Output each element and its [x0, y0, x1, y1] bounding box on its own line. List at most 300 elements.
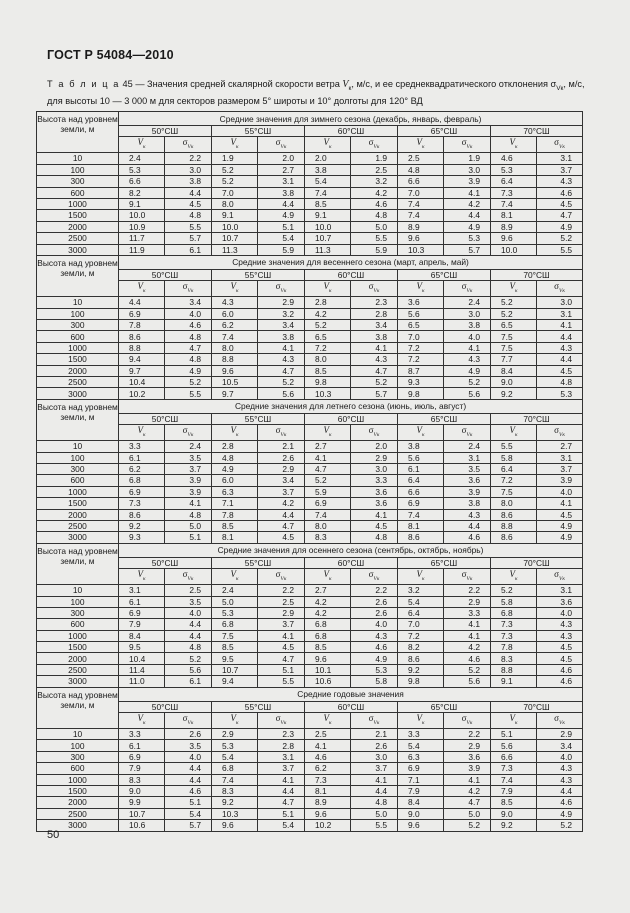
mean-speed-cell: 9.5	[212, 653, 258, 664]
std-dev-cell: 2.2	[258, 585, 305, 596]
std-dev-cell: 4.6	[351, 198, 398, 209]
std-dev-cell: 4.4	[537, 354, 583, 365]
mean-speed-cell: 9.0	[119, 785, 165, 796]
season-title: Средние значения для весеннего сезона (март, апрель, май)	[119, 255, 583, 269]
std-dev-cell: 4.4	[165, 774, 212, 785]
mean-speed-cell: 9.2	[491, 820, 537, 831]
mean-speed-cell: 8.3	[119, 774, 165, 785]
std-dev-cell: 5.9	[351, 244, 398, 255]
std-dev-cell: 5.2	[444, 820, 491, 831]
height-column-header: Высота над уровнем земли, м	[37, 543, 119, 584]
std-dev-cell: 2.9	[444, 740, 491, 751]
mean-speed-symbol	[119, 281, 165, 297]
mean-speed-cell: 4.6	[305, 751, 351, 762]
mean-speed-cell: 10.0	[212, 221, 258, 232]
std-dev-cell: 3.1	[537, 585, 583, 596]
mean-speed-cell: 5.2	[212, 176, 258, 187]
mean-speed-cell: 9.6	[305, 808, 351, 819]
symbol-header-row	[37, 713, 583, 729]
symbol-sigma: σ	[461, 425, 467, 436]
std-dev-cell: 4.8	[351, 797, 398, 808]
mean-speed-cell: 6.9	[119, 308, 165, 319]
std-dev-cell: 4.4	[165, 630, 212, 641]
std-dev-cell: 4.3	[444, 354, 491, 365]
table-row	[37, 365, 583, 376]
mean-speed-cell: 6.3	[212, 486, 258, 497]
mean-speed-symbol	[398, 281, 444, 297]
mean-speed-cell: 7.2	[398, 354, 444, 365]
mean-speed-cell: 5.2	[491, 297, 537, 308]
symbol-v: V	[509, 137, 515, 148]
symbol-sigma: σ	[461, 137, 467, 148]
std-dev-cell: 2.4	[165, 441, 212, 452]
table-row	[37, 498, 583, 509]
std-dev-cell: 4.3	[444, 509, 491, 520]
std-dev-symbol	[351, 425, 398, 441]
symbol-v-sub: к	[421, 144, 425, 151]
mean-speed-cell: 8.5	[305, 642, 351, 653]
symbol-v-sub: к	[514, 719, 518, 726]
symbol-v-sub: к	[142, 288, 146, 295]
mean-speed-cell: 5.1	[491, 729, 537, 740]
mean-speed-symbol	[491, 425, 537, 441]
height-column-header: Высота над уровнем земли, м	[37, 255, 119, 296]
season-title: Средние значения для летнего сезона (июнь, июль, август)	[119, 399, 583, 413]
symbol-v: V	[230, 713, 236, 724]
mean-speed-cell: 7.9	[119, 763, 165, 774]
std-dev-cell: 3.6	[537, 596, 583, 607]
symbol-sigma: σ	[275, 713, 281, 724]
std-dev-cell: 4.6	[444, 532, 491, 543]
symbol-v: V	[416, 569, 422, 580]
latitude-header: 65°СШ	[398, 557, 491, 568]
std-dev-cell: 4.1	[537, 320, 583, 331]
std-dev-cell: 4.5	[165, 198, 212, 209]
std-dev-cell: 4.8	[351, 210, 398, 221]
std-dev-cell: 4.6	[537, 676, 583, 687]
altitude-cell: 300	[37, 751, 119, 762]
symbol-sigma-subsub: к	[376, 288, 380, 295]
std-dev-symbol	[537, 713, 583, 729]
std-dev-cell: 5.5	[351, 820, 398, 831]
std-dev-cell: 4.1	[444, 774, 491, 785]
std-dev-cell: 5.3	[537, 388, 583, 399]
mean-speed-cell: 10.2	[305, 820, 351, 831]
altitude-cell: 300	[37, 320, 119, 331]
symbol-sigma-subsub: к	[469, 575, 473, 582]
mean-speed-cell: 6.3	[398, 751, 444, 762]
mean-speed-cell: 7.4	[212, 331, 258, 342]
std-dev-cell: 5.5	[537, 244, 583, 255]
std-dev-cell: 5.7	[165, 233, 212, 244]
std-dev-cell: 2.1	[258, 441, 305, 452]
mean-speed-cell: 7.4	[305, 509, 351, 520]
std-dev-cell: 4.5	[537, 642, 583, 653]
symbol-sigma-sub: V	[187, 575, 191, 582]
std-dev-cell: 4.2	[351, 187, 398, 198]
std-dev-cell: 2.0	[351, 441, 398, 452]
mean-speed-cell: 8.5	[491, 797, 537, 808]
mean-speed-cell: 7.3	[491, 630, 537, 641]
mean-speed-cell: 10.9	[119, 221, 165, 232]
mean-speed-cell: 7.5	[491, 342, 537, 353]
mean-speed-cell: 4.8	[212, 452, 258, 463]
std-dev-cell: 4.5	[258, 642, 305, 653]
mean-speed-cell: 9.1	[119, 198, 165, 209]
season-header-row	[37, 543, 583, 557]
mean-speed-cell: 9.2	[119, 520, 165, 531]
altitude-cell: 1000	[37, 774, 119, 785]
symbol-sigma-sub: V	[558, 432, 563, 438]
std-dev-cell: 2.7	[258, 164, 305, 175]
mean-speed-symbol	[212, 713, 258, 729]
table-row	[37, 797, 583, 808]
mean-speed-cell: 9.4	[119, 354, 165, 365]
table-row	[37, 653, 583, 664]
mean-speed-cell: 7.5	[491, 331, 537, 342]
std-dev-cell: 6.1	[165, 676, 212, 687]
symbol-v: V	[416, 137, 422, 148]
std-dev-cell: 5.7	[444, 244, 491, 255]
altitude-cell: 3000	[37, 532, 119, 543]
std-dev-cell: 5.6	[258, 388, 305, 399]
latitude-header: 60°СШ	[305, 557, 398, 568]
latitude-header: 55°СШ	[212, 701, 305, 712]
std-dev-cell: 5.2	[444, 664, 491, 675]
std-dev-cell: 4.6	[537, 664, 583, 675]
symbol-sigma: σ	[182, 569, 188, 580]
mean-speed-cell: 2.4	[212, 585, 258, 596]
mean-speed-symbol	[491, 137, 537, 153]
mean-speed-cell: 5.4	[398, 596, 444, 607]
mean-speed-cell: 8.6	[398, 532, 444, 543]
std-dev-cell: 4.4	[258, 509, 305, 520]
std-dev-cell: 5.7	[351, 388, 398, 399]
std-dev-cell: 2.6	[258, 452, 305, 463]
std-dev-cell: 5.0	[165, 520, 212, 531]
mean-speed-cell: 3.1	[119, 585, 165, 596]
std-dev-cell: 3.9	[165, 486, 212, 497]
std-dev-cell: 5.1	[258, 664, 305, 675]
mean-speed-cell: 6.4	[491, 463, 537, 474]
std-dev-cell: 4.8	[537, 377, 583, 388]
symbol-v-sub: к	[142, 432, 146, 438]
std-dev-cell: 3.0	[444, 164, 491, 175]
mean-speed-cell: 7.1	[398, 774, 444, 785]
std-dev-symbol	[258, 425, 305, 441]
mean-speed-cell: 10.6	[119, 820, 165, 831]
std-dev-cell: 4.8	[165, 210, 212, 221]
std-dev-cell: 4.6	[351, 642, 398, 653]
mean-speed-cell: 3.8	[305, 164, 351, 175]
mean-speed-cell: 4.6	[491, 153, 537, 164]
mean-speed-cell: 3.3	[119, 441, 165, 452]
mean-speed-cell: 6.9	[119, 486, 165, 497]
std-dev-cell: 3.9	[444, 486, 491, 497]
symbol-sigma: σ	[368, 569, 374, 580]
std-dev-cell: 4.4	[258, 785, 305, 796]
mean-speed-cell: 8.0	[212, 342, 258, 353]
latitude-header: 60°СШ	[305, 413, 398, 424]
symbol-sigma: σ	[368, 425, 374, 436]
std-dev-cell: 4.3	[537, 763, 583, 774]
std-dev-cell: 1.9	[444, 153, 491, 164]
std-dev-cell: 3.7	[537, 463, 583, 474]
mean-speed-cell: 8.2	[119, 187, 165, 198]
std-dev-cell: 4.3	[258, 354, 305, 365]
std-dev-cell: 4.9	[444, 365, 491, 376]
std-dev-symbol	[165, 713, 212, 729]
altitude-cell: 100	[37, 308, 119, 319]
latitude-header: 50°СШ	[119, 126, 212, 137]
mean-speed-symbol	[491, 281, 537, 297]
symbol-sigma-sub: V	[558, 719, 563, 726]
symbol-v: V	[137, 425, 143, 436]
mean-speed-cell: 6.2	[305, 763, 351, 774]
mean-speed-cell: 7.2	[398, 630, 444, 641]
std-dev-cell: 4.0	[165, 751, 212, 762]
std-dev-cell: 2.9	[258, 607, 305, 618]
symbol-v: V	[416, 281, 422, 292]
std-dev-cell: 4.1	[258, 774, 305, 785]
mean-speed-cell: 10.7	[212, 233, 258, 244]
altitude-cell: 1500	[37, 498, 119, 509]
latitude-header: 55°СШ	[212, 126, 305, 137]
mean-speed-cell: 2.7	[305, 441, 351, 452]
table-row	[37, 751, 583, 762]
std-dev-cell: 4.4	[165, 187, 212, 198]
latitude-header: 65°СШ	[398, 269, 491, 280]
table-row	[37, 486, 583, 497]
std-dev-symbol	[165, 425, 212, 441]
symbol-sigma-subsub: к	[283, 719, 287, 726]
mean-speed-cell: 3.6	[398, 297, 444, 308]
mean-speed-cell: 9.6	[398, 820, 444, 831]
std-dev-cell: 2.9	[537, 729, 583, 740]
altitude-cell: 2500	[37, 233, 119, 244]
std-dev-cell: 3.7	[537, 164, 583, 175]
std-dev-cell: 3.1	[537, 308, 583, 319]
symbol-v-sub: к	[328, 719, 332, 726]
mean-speed-cell: 6.8	[491, 607, 537, 618]
std-dev-cell: 2.6	[351, 740, 398, 751]
mean-speed-cell: 7.0	[398, 187, 444, 198]
mean-speed-cell: 5.2	[305, 475, 351, 486]
altitude-cell: 1000	[37, 198, 119, 209]
std-dev-cell: 3.4	[537, 740, 583, 751]
mean-speed-cell: 5.9	[305, 486, 351, 497]
mean-speed-symbol	[212, 137, 258, 153]
mean-speed-cell: 8.1	[305, 785, 351, 796]
std-dev-cell: 3.0	[351, 751, 398, 762]
latitude-header: 65°СШ	[398, 701, 491, 712]
std-dev-cell: 3.5	[165, 452, 212, 463]
mean-speed-cell: 8.5	[305, 365, 351, 376]
symbol-v: V	[230, 281, 236, 292]
std-dev-cell: 3.4	[165, 297, 212, 308]
std-dev-cell: 5.6	[165, 664, 212, 675]
mean-speed-symbol	[212, 569, 258, 585]
mean-speed-cell: 5.8	[491, 596, 537, 607]
mean-speed-cell: 9.0	[398, 808, 444, 819]
std-dev-cell: 5.2	[258, 377, 305, 388]
symbol-sigma: σ	[461, 713, 467, 724]
symbol-sigma-subsub: к	[376, 432, 380, 438]
altitude-cell: 600	[37, 763, 119, 774]
std-dev-cell: 4.1	[165, 498, 212, 509]
std-dev-cell: 3.7	[258, 763, 305, 774]
std-dev-cell: 2.2	[165, 153, 212, 164]
mean-speed-cell: 2.8	[212, 441, 258, 452]
mean-speed-cell: 7.4	[398, 509, 444, 520]
symbol-sigma-subsub: к	[469, 288, 473, 295]
mean-speed-cell: 8.6	[491, 532, 537, 543]
mean-speed-cell: 6.6	[119, 176, 165, 187]
symbol-v: V	[323, 425, 329, 436]
altitude-cell: 600	[37, 475, 119, 486]
symbol-v: V	[137, 569, 143, 580]
table-row	[37, 664, 583, 675]
mean-speed-cell: 7.2	[398, 342, 444, 353]
std-dev-cell: 4.1	[351, 774, 398, 785]
symbol-sigma-subsub: к	[469, 144, 473, 151]
season-header-row	[37, 399, 583, 413]
altitude-cell: 3000	[37, 388, 119, 399]
std-dev-cell: 3.0	[537, 297, 583, 308]
symbol-sigma: σ	[182, 281, 188, 292]
mean-speed-cell: 8.0	[305, 520, 351, 531]
mean-speed-cell: 6.1	[119, 740, 165, 751]
mean-speed-symbol	[398, 713, 444, 729]
std-dev-cell: 4.1	[444, 187, 491, 198]
symbol-sigma-sub: V	[558, 575, 563, 582]
table-row	[37, 763, 583, 774]
symbol-sigma-sub: V	[280, 719, 284, 726]
table-row	[37, 342, 583, 353]
mean-speed-symbol	[305, 713, 351, 729]
altitude-cell: 3000	[37, 676, 119, 687]
std-dev-cell: 1.9	[351, 153, 398, 164]
std-dev-symbol	[537, 281, 583, 297]
latitude-header: 70°СШ	[491, 126, 583, 137]
mean-speed-cell: 2.5	[305, 729, 351, 740]
mean-speed-cell: 8.9	[398, 221, 444, 232]
std-dev-cell: 4.9	[537, 221, 583, 232]
latitude-header: 65°СШ	[398, 413, 491, 424]
mean-speed-cell: 8.6	[119, 509, 165, 520]
mean-speed-cell: 8.3	[305, 532, 351, 543]
std-dev-cell: 3.8	[351, 331, 398, 342]
std-dev-cell: 4.7	[258, 520, 305, 531]
std-dev-cell: 4.7	[537, 210, 583, 221]
mean-speed-cell: 8.3	[491, 653, 537, 664]
caption-var-v: V	[342, 79, 349, 90]
std-dev-symbol	[537, 137, 583, 153]
altitude-cell: 1500	[37, 210, 119, 221]
mean-speed-cell: 6.9	[305, 498, 351, 509]
symbol-sigma: σ	[275, 425, 281, 436]
mean-speed-cell: 10.6	[305, 676, 351, 687]
std-dev-symbol	[351, 281, 398, 297]
std-dev-cell: 5.2	[537, 233, 583, 244]
latitude-header: 55°СШ	[212, 413, 305, 424]
std-dev-cell: 4.6	[537, 797, 583, 808]
std-dev-cell: 5.5	[165, 388, 212, 399]
std-dev-cell: 3.8	[444, 498, 491, 509]
std-dev-cell: 4.7	[258, 797, 305, 808]
mean-speed-cell: 7.4	[398, 210, 444, 221]
mean-speed-cell: 6.8	[212, 619, 258, 630]
std-dev-cell: 3.1	[444, 452, 491, 463]
std-dev-cell: 3.0	[351, 463, 398, 474]
mean-speed-cell: 4.1	[305, 740, 351, 751]
symbol-sigma-sub: V	[280, 575, 284, 582]
symbol-v: V	[323, 713, 329, 724]
mean-speed-cell: 6.0	[212, 475, 258, 486]
std-dev-symbol	[351, 713, 398, 729]
std-dev-cell: 3.8	[258, 331, 305, 342]
std-dev-cell: 5.5	[165, 221, 212, 232]
mean-speed-cell: 6.5	[398, 320, 444, 331]
table-row	[37, 377, 583, 388]
altitude-cell: 1000	[37, 630, 119, 641]
altitude-cell: 2000	[37, 365, 119, 376]
height-column-header: Высота над уровнем земли, м	[37, 687, 119, 728]
mean-speed-symbol	[398, 425, 444, 441]
std-dev-cell: 3.8	[165, 176, 212, 187]
symbol-v-sub: к	[142, 144, 146, 151]
std-dev-cell: 4.9	[537, 808, 583, 819]
mean-speed-cell: 10.0	[119, 210, 165, 221]
mean-speed-cell: 7.5	[212, 630, 258, 641]
mean-speed-cell: 10.7	[119, 808, 165, 819]
latitude-header-row	[37, 269, 583, 280]
mean-speed-cell: 4.2	[305, 596, 351, 607]
symbol-v: V	[416, 425, 422, 436]
table-row	[37, 153, 583, 164]
mean-speed-symbol	[119, 425, 165, 441]
mean-speed-cell: 6.8	[305, 619, 351, 630]
table-row	[37, 820, 583, 831]
mean-speed-cell: 4.2	[305, 308, 351, 319]
caption-label: Т а б л и ц а	[47, 79, 120, 89]
std-dev-cell: 2.7	[537, 441, 583, 452]
mean-speed-cell: 9.7	[119, 365, 165, 376]
symbol-v-sub: к	[235, 144, 239, 151]
symbol-sigma-subsub: к	[190, 432, 194, 438]
table-row	[37, 297, 583, 308]
symbol-sigma-subsub: к	[562, 432, 565, 438]
mean-speed-cell: 10.2	[119, 388, 165, 399]
mean-speed-cell: 9.9	[119, 797, 165, 808]
height-column-header: Высота над уровнем земли, м	[37, 112, 119, 153]
symbol-sigma-subsub: к	[283, 432, 287, 438]
mean-speed-symbol	[305, 425, 351, 441]
mean-speed-cell: 7.3	[491, 619, 537, 630]
std-dev-cell: 2.5	[258, 596, 305, 607]
table-row	[37, 729, 583, 740]
std-dev-cell: 4.6	[165, 320, 212, 331]
std-dev-cell: 3.1	[537, 452, 583, 463]
mean-speed-cell: 9.1	[212, 210, 258, 221]
mean-speed-symbol	[305, 137, 351, 153]
table-row	[37, 354, 583, 365]
std-dev-symbol	[444, 569, 491, 585]
symbol-v-sub: к	[514, 432, 518, 438]
std-dev-cell: 2.9	[351, 452, 398, 463]
latitude-header: 50°СШ	[119, 701, 212, 712]
table-row	[37, 320, 583, 331]
